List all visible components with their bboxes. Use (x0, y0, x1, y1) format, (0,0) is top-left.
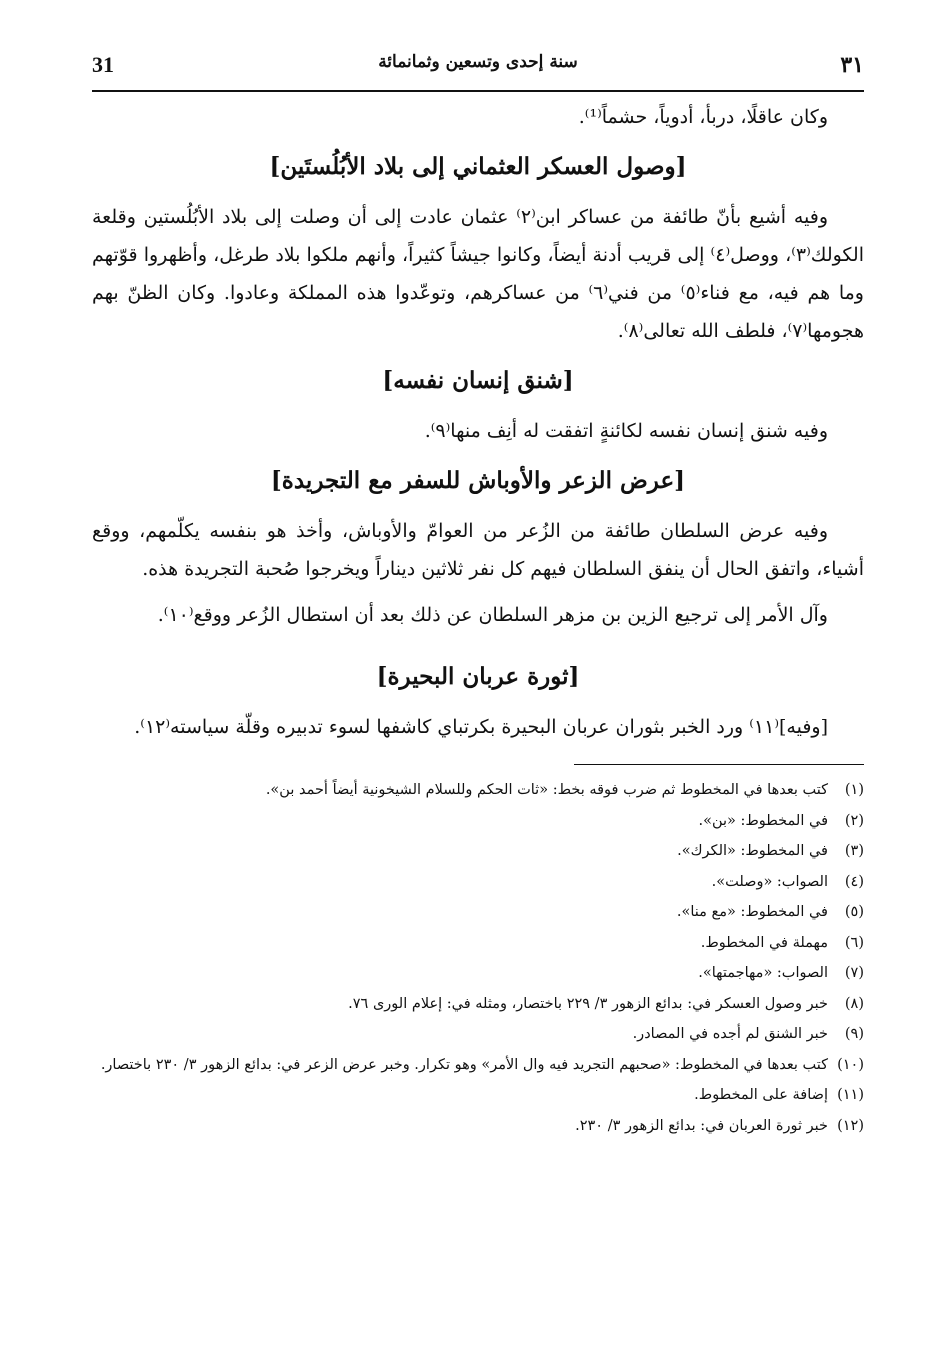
section-title-hanging: [شنق إنسان نفسه] (382, 367, 574, 394)
section-title-revolt: [ثورة عربان البحيرة] (376, 663, 580, 690)
footnote: (٤) الصواب: «وصلت». (711, 873, 864, 890)
page-number-latin: 31 (92, 52, 114, 77)
footnote: (٨) خبر وصول العسكر في: بدائع الزهور ٣/ ٢٢٩ باختصار، ومثله في: إعلام الورى ٧٦. (348, 995, 864, 1012)
intro-paragraph: وكان عاقلًا، دربأ، أدوياً، حشماً⁽¹⁾. (578, 106, 828, 128)
footnote: (١) كتب بعدها في المخطوط ثم ضرب فوقه بخط: «ثات الحكم وللسلام الشيخونية أيضاً أحمد بن». (265, 782, 864, 798)
section-title-army: [وصول العسكر العثماني إلى بلاد الأبُلُستَين] (269, 153, 687, 180)
page-number-arabic: ٣١ (840, 52, 864, 78)
section-title-review: [عرض الزعر والأوباش للسفر مع التجريدة] (270, 467, 686, 494)
footnote: (١٢) خبر ثورة العربان في: بدائع الزهور ٣/ ٢٣٠. (575, 1117, 864, 1134)
main-text (92, 92, 864, 746)
section-paragraph-review-2: وآل الأمر إلى ترجيع الزين بن مزهر السلطان عن ذلك بعد أن استطال الزُعر ووقع⁽١٠⁾. (157, 604, 828, 626)
footnote: (٩) خبر الشنق لم أجده في المصادر. (632, 1026, 864, 1042)
section-paragraph-revolt: [وفيه]⁽١١⁾ ورد الخبر بثوران عربان البحيرة بكرتباي كاشفها لسوء تدبيره وقلّة سياسته⁽١٢⁾. (134, 716, 828, 738)
page-header (92, 40, 864, 90)
footnotes (92, 775, 864, 1141)
section-paragraph-hanging: وفيه شنق إنسان نفسه لكائنةٍ اتفقت له أنِف منها⁽٩⁾. (424, 420, 828, 442)
footnote: (١١) إضافة على المخطوط. (694, 1087, 864, 1103)
footnote: (٦) مهملة في المخطوط. (700, 934, 864, 951)
section-paragraph-review-1: وفيه عرض السلطان طائفة من الزُعر من العوامّ والأوباش، وأخذ هو بنفسه يكلّمهم، ووقع أشياء، واتفق الحال أن ينفق السلطان فيهم كل نفر ثلاثين ديناراً ويخرجوا صُحبة التجريدة هذه. (92, 520, 864, 580)
footnote: (٧) الصواب: «مهاجمتها». (698, 965, 864, 981)
footnote-rule (574, 764, 864, 765)
footnote: (١٠) كتب بعدها في المخطوط: «صحبهم التجريد فيه وال الأمر» وهو تكرار. وخبر عرض الزعر في: بدائع الزهور ٣/ ٢٣٠ باختصار. (100, 1056, 864, 1073)
footnote: (٣) في المخطوط: «الكرك». (677, 843, 864, 859)
section-paragraph-army: وفيه أشيع بأنّ طائفة من عساكر ابن⁽٢⁾ عثمان عادت إلى أن وصلت إلى بلاد الأبُلُستين وقلعة الكولك⁽٣⁾، ووصل⁽٤⁾ إلى قريب أدنة أيضاً، وكانوا جيشاً كثيراً، وأنهم ملكوا بلاد طرغل، وأظهروا قوّتهم وما هم فيه، مع فناء⁽٥⁾ من فني⁽٦⁾ من عساكرهم، وتوعّدوا هذه المملكة وعادوا. وكان الظنّ بهم هجومها⁽٧⁾، فلطف الله تعالى⁽٨⁾. (92, 206, 864, 342)
running-title: سنة إحدى وتسعين وثمانمائة (378, 52, 578, 72)
footnote: (٢) في المخطوط: «بن». (698, 812, 864, 829)
footnote: (٥) في المخطوط: «مع منا». (676, 904, 864, 920)
